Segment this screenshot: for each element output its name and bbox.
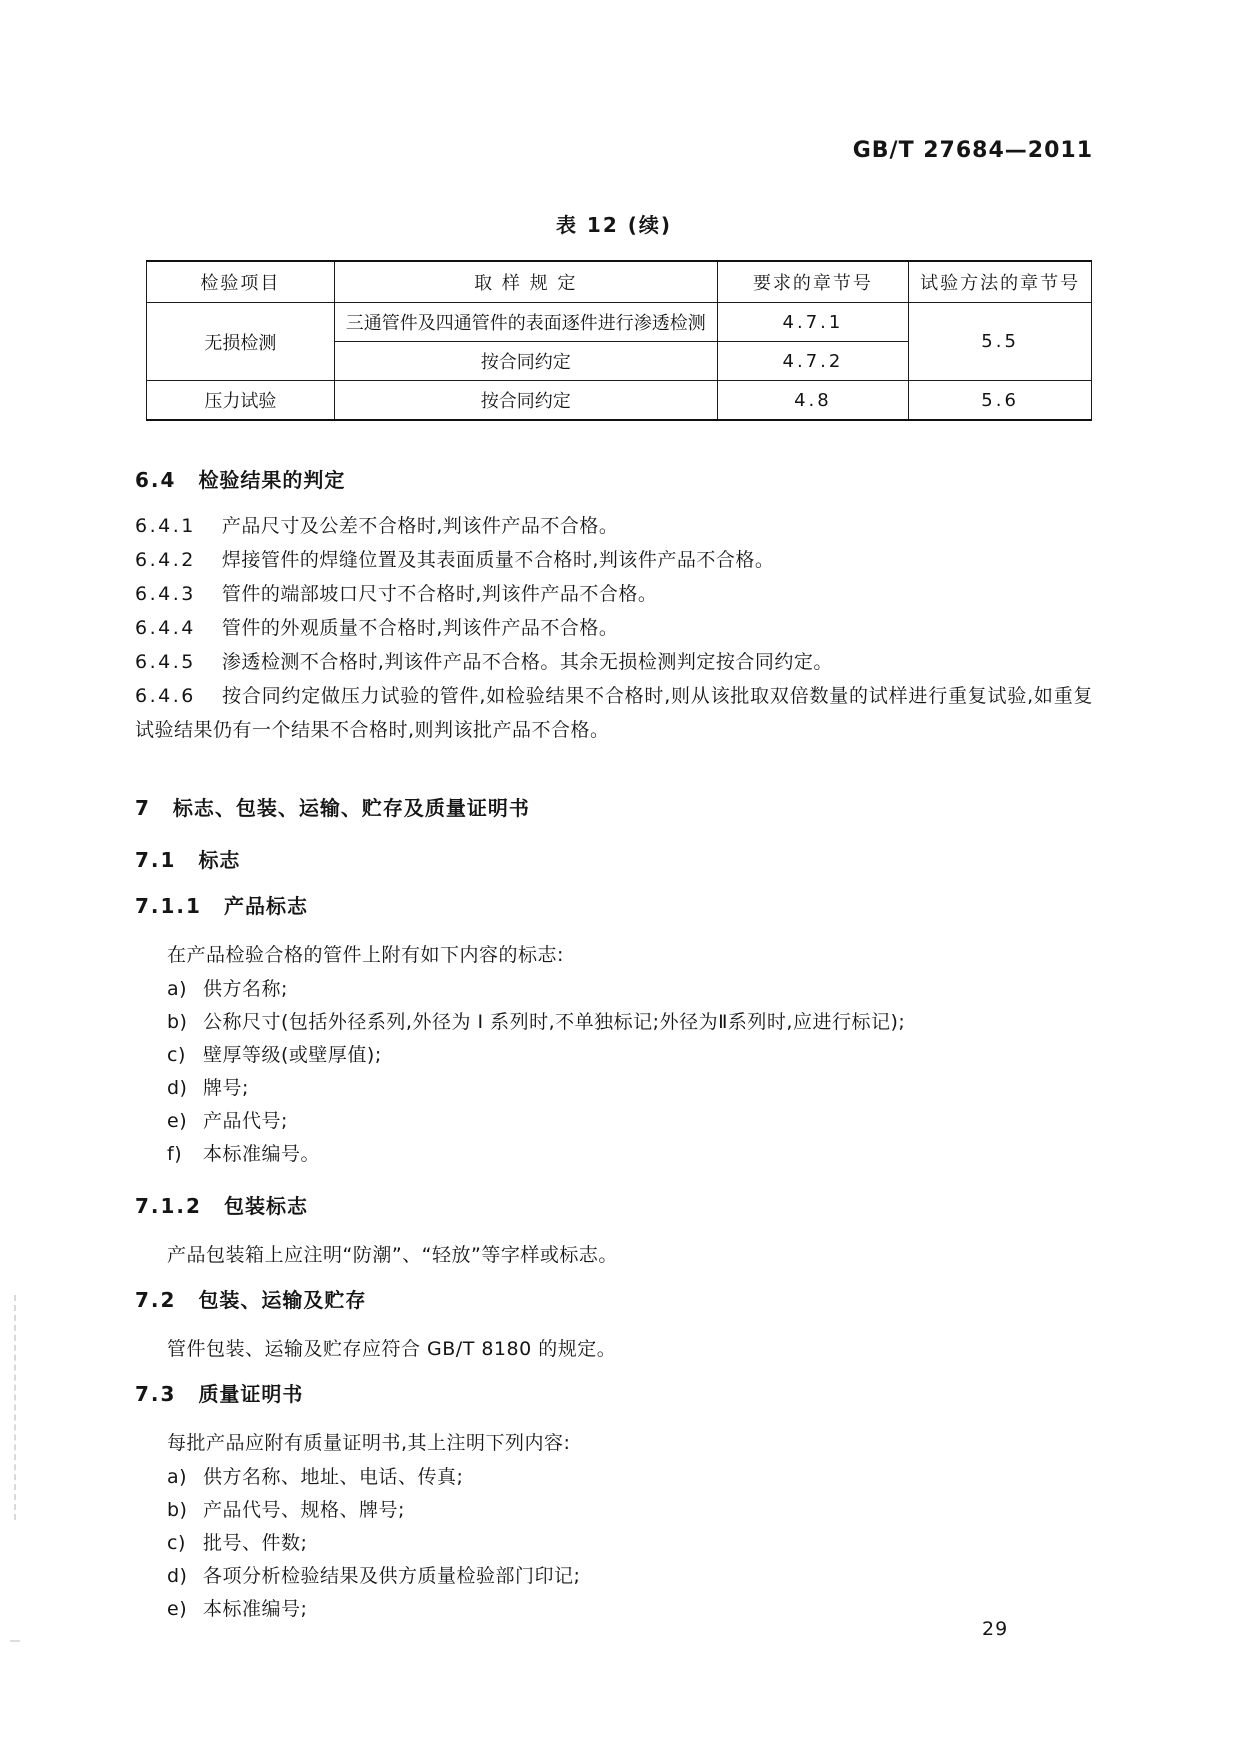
list-item-text: 各项分析检验结果及供方质量检验部门印记; — [203, 1565, 581, 1587]
header-sampling-rule: 取 样 规 定 — [334, 261, 717, 303]
document-page — [135, 0, 1093, 1620]
clause-6-4-1 — [135, 509, 1093, 543]
clause-number: 6.4.6 — [135, 685, 196, 707]
clause-6-4-4 — [135, 611, 1093, 645]
clause-number: 6.4.5 — [135, 651, 196, 673]
list-item-label: c) — [167, 1532, 186, 1554]
clause-text: 管件的外观质量不合格时,判该件产品不合格。 — [221, 617, 619, 639]
section-number: 7.3 — [135, 1382, 177, 1406]
list-item-text: 供方名称、地址、电话、传真; — [203, 1466, 464, 1488]
list-item-label: e) — [167, 1598, 188, 1620]
section-number: 7.2 — [135, 1288, 177, 1312]
section-7-1-heading — [135, 847, 1093, 873]
list-item-text: 供方名称; — [203, 978, 288, 1000]
header-inspection-item: 检验项目 — [147, 261, 335, 303]
scan-artifact-bottom-left — [10, 1640, 20, 1642]
clause-6-4-2 — [135, 543, 1093, 577]
section-7-1-1-heading — [135, 893, 1093, 919]
section-6-4-clauses — [135, 509, 1093, 747]
packaging-transport-storage-text: 管件包装、运输及贮存应符合 GB/T 8180 的规定。 — [167, 1338, 617, 1360]
section-number: 6.4 — [135, 468, 177, 492]
cell-ndt-method: 5.5 — [909, 303, 1092, 381]
clause-number: 6.4.3 — [135, 583, 196, 605]
list-item — [135, 1110, 1093, 1132]
cell-ndt-sampling-1: 三通管件及四通管件的表面逐件进行渗透检测 — [334, 303, 717, 342]
list-item-label: e) — [167, 1110, 188, 1132]
clause-6-4-6 — [135, 679, 1093, 747]
section-7-2-heading — [135, 1287, 1093, 1313]
section-7-1-2-heading — [135, 1193, 1093, 1219]
clause-text: 产品尺寸及公差不合格时,判该件产品不合格。 — [221, 515, 619, 537]
table-header-row — [147, 261, 1092, 303]
cell-ndt-sampling-2: 按合同约定 — [334, 342, 717, 381]
list-item-label: a) — [167, 1466, 188, 1488]
table-title: 表 12 (续) — [555, 213, 673, 237]
list-item — [135, 1044, 1093, 1066]
cell-ndt-item: 无损检测 — [147, 303, 335, 381]
section-title: 包装标志 — [223, 1194, 308, 1218]
list-item — [135, 1077, 1093, 1099]
list-item — [135, 1499, 1093, 1521]
list-item — [135, 1532, 1093, 1554]
list-item-text: 批号、件数; — [203, 1532, 308, 1554]
cell-pressure-req: 4.8 — [717, 381, 908, 421]
section-title: 标志 — [198, 848, 241, 872]
section-title: 包装、运输及贮存 — [198, 1288, 367, 1312]
section-number: 7.1.1 — [135, 894, 202, 918]
cell-pressure-sampling: 按合同约定 — [334, 381, 717, 421]
section-number: 7.1 — [135, 848, 177, 872]
cell-ndt-req-1: 4.7.1 — [717, 303, 908, 342]
quality-certificate-intro: 每批产品应附有质量证明书,其上注明下列内容: — [167, 1432, 571, 1454]
packaging-marking-text: 产品包装箱上应注明“防潮”、“轻放”等字样或标志。 — [167, 1244, 618, 1266]
list-item-text: 产品代号; — [203, 1110, 288, 1132]
table-row — [147, 381, 1092, 421]
list-item-label: b) — [167, 1011, 188, 1033]
clause-6-4-3 — [135, 577, 1093, 611]
list-item-label: d) — [167, 1077, 188, 1099]
list-item-label: f) — [167, 1143, 183, 1165]
product-marking-intro: 在产品检验合格的管件上附有如下内容的标志: — [167, 944, 564, 966]
section-title: 检验结果的判定 — [198, 468, 346, 492]
section-title: 标志、包装、运输、贮存及质量证明书 — [172, 796, 530, 820]
clause-number: 6.4.4 — [135, 617, 196, 639]
clause-text: 管件的端部坡口尺寸不合格时,判该件产品不合格。 — [221, 583, 658, 605]
page-number: 29 — [982, 1618, 1009, 1640]
table-row — [147, 303, 1092, 342]
section-7-heading — [135, 795, 1093, 821]
list-item — [135, 1565, 1093, 1587]
list-item — [135, 1011, 1093, 1033]
list-item — [135, 978, 1093, 1000]
cell-ndt-req-2: 4.7.2 — [717, 342, 908, 381]
product-marking-list — [135, 978, 1093, 1165]
list-item-label: c) — [167, 1044, 186, 1066]
cell-pressure-item: 压力试验 — [147, 381, 335, 421]
scan-artifact-left-edge — [14, 1295, 16, 1520]
list-item-label: b) — [167, 1499, 188, 1521]
clause-text: 焊接管件的焊缝位置及其表面质量不合格时,判该件产品不合格。 — [221, 549, 775, 571]
list-item-label: d) — [167, 1565, 188, 1587]
list-item — [135, 1598, 1093, 1620]
section-title: 产品标志 — [223, 894, 308, 918]
inspection-sampling-table — [146, 260, 1092, 421]
header-test-method-ref: 试验方法的章节号 — [909, 261, 1092, 303]
clause-number: 6.4.1 — [135, 515, 196, 537]
section-number: 7.1.2 — [135, 1194, 202, 1218]
list-item — [135, 1143, 1093, 1165]
list-item-text: 壁厚等级(或壁厚值); — [203, 1044, 382, 1066]
section-number: 7 — [135, 796, 151, 820]
standard-number-header: GB/T 27684—2011 — [852, 138, 1093, 163]
clause-number: 6.4.2 — [135, 549, 196, 571]
quality-certificate-list — [135, 1466, 1093, 1620]
header-requirement-ref: 要求的章节号 — [717, 261, 908, 303]
cell-pressure-method: 5.6 — [909, 381, 1092, 421]
list-item-text: 牌号; — [203, 1077, 249, 1099]
list-item-text: 本标准编号; — [203, 1598, 308, 1620]
list-item — [135, 1466, 1093, 1488]
clause-text: 渗透检测不合格时,判该件产品不合格。其余无损检测判定按合同约定。 — [221, 651, 833, 673]
section-title: 质量证明书 — [198, 1382, 304, 1406]
list-item-text: 产品代号、规格、牌号; — [203, 1499, 405, 1521]
section-6-4-heading — [135, 467, 1093, 493]
list-item-text: 本标准编号。 — [203, 1143, 321, 1165]
list-item-text: 公称尺寸(包括外径系列,外径为 Ⅰ 系列时,不单独标记;外径为Ⅱ系列时,应进行标记); — [203, 1011, 906, 1033]
clause-text: 按合同约定做压力试验的管件,如检验结果不合格时,则从该批取双倍数量的试样进行重复试验,如重复试验结果仍有一个结果不合格时,则判该批产品不合格。 — [135, 685, 1093, 741]
list-item-label: a) — [167, 978, 188, 1000]
clause-6-4-5 — [135, 645, 1093, 679]
section-7-3-heading — [135, 1381, 1093, 1407]
